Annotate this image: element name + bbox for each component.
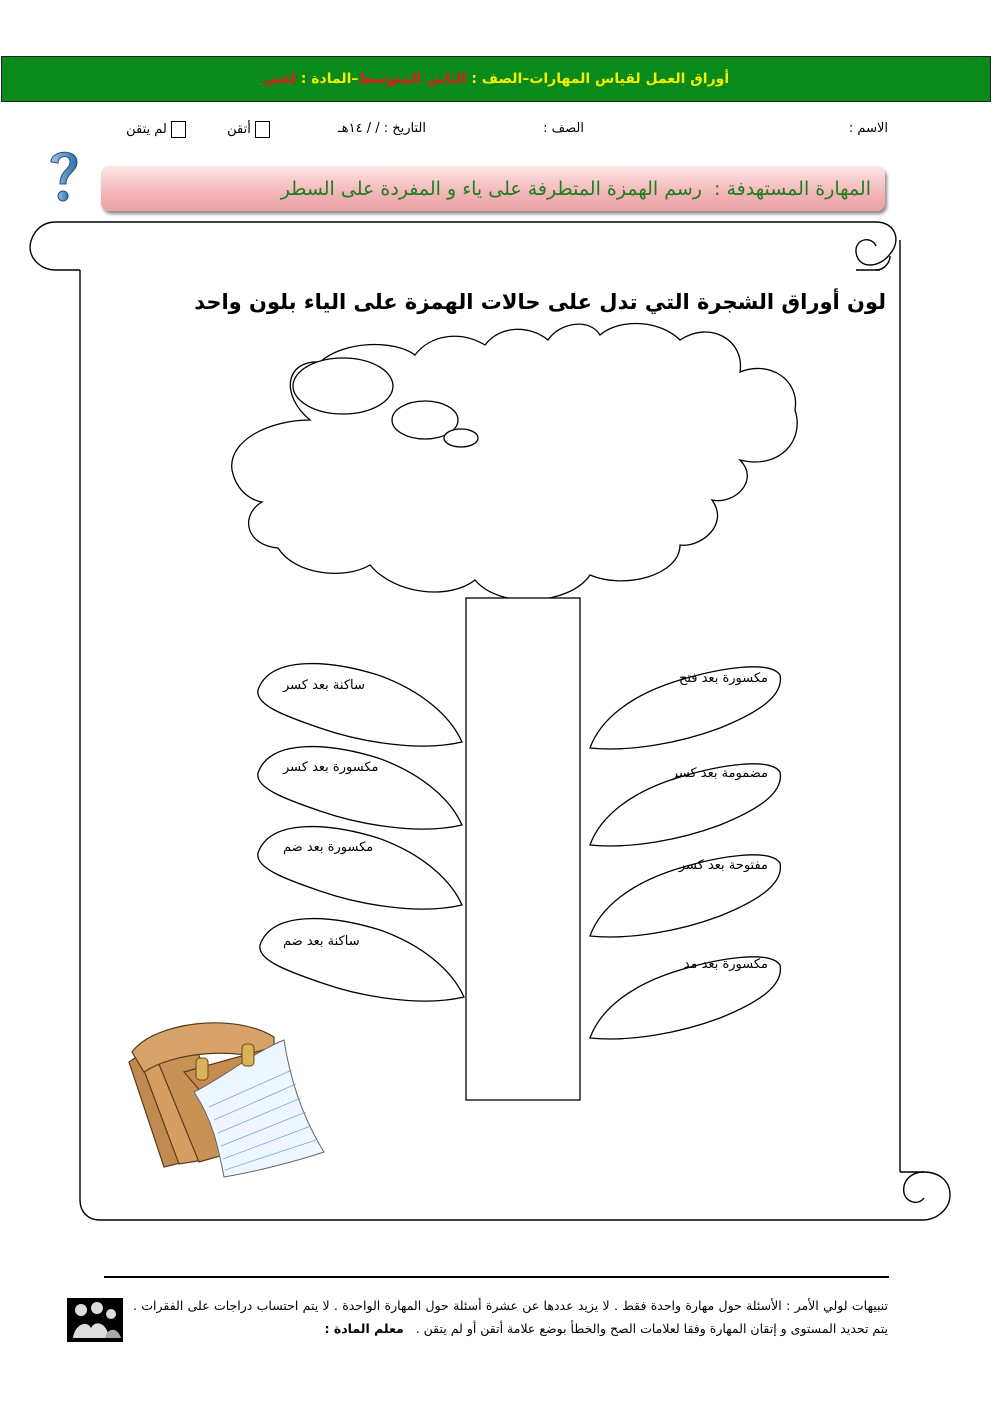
- tree-trunk: [466, 598, 580, 1100]
- footer-logo-icon: [67, 1298, 123, 1342]
- leaf-right-2-label: مضمومة بعد كسر: [671, 766, 768, 781]
- leaf-left-1: [258, 664, 462, 746]
- leaf-left-4-label: ساكنة بعد ضم: [283, 934, 360, 949]
- name-field[interactable]: الاسم :: [848, 121, 888, 136]
- briefcase-paper-icon: [124, 1012, 334, 1182]
- leaf-left-2: [258, 747, 462, 829]
- banner-subject-value: لغتي: [262, 71, 296, 87]
- skill-text: رسم الهمزة المتطرفة على ياء و المفردة على السطر: [280, 177, 702, 200]
- banner-grade-value: الثاني المتوسط: [358, 71, 467, 87]
- banner-title: أوراق العمل لقياس المهارات: [529, 71, 730, 87]
- top-banner: أوراق العمل لقياس المهارات – الصف : الثاني المتوسط – المادة : لغتي: [1, 56, 991, 102]
- leaf-left-2-label: مكسورة بعد كسر: [283, 760, 379, 775]
- mastered-option[interactable]: أتقن: [227, 121, 270, 138]
- instruction: لون أوراق الشجرة التي تدل على حالات الهمزة على الياء بلون واحد: [194, 290, 886, 314]
- footer-notes: [133, 1294, 888, 1340]
- class-field[interactable]: الصف :: [543, 121, 584, 136]
- crown-bubble-large: [293, 358, 393, 414]
- leaf-left-3: [258, 827, 462, 909]
- banner-grade-label: الصف :: [471, 71, 523, 87]
- footer-notes-label: تنبيهات لولي الأمر :: [786, 1298, 889, 1313]
- footer-rule: [104, 1276, 889, 1278]
- leaf-left-4: [260, 919, 464, 1001]
- leaf-right-4-label: مكسورة بعد مد: [683, 957, 768, 972]
- crown-bubble-small: [444, 429, 478, 447]
- not-mastered-option[interactable]: لم يتقن: [126, 121, 186, 138]
- teacher-label: معلم المادة :: [324, 1321, 404, 1336]
- date-field[interactable]: التاريخ : / / ١٤هـ: [337, 121, 426, 136]
- leaf-right-1-label: مكسورة بعد فتح: [678, 671, 768, 686]
- skill-label: المهارة المستهدفة :: [714, 177, 871, 200]
- leaf-right-3-label: مفتوحة بعد كسر: [678, 858, 768, 873]
- leaf-left-1-label: ساكنة بعد كسر: [283, 678, 365, 693]
- leaf-left-3-label: مكسورة بعد ضم: [283, 840, 374, 855]
- banner-subject-label: المادة :: [300, 71, 352, 87]
- footer-notes-text: الأسئلة حول مهارة واحدة فقط . لا يزيد عددها عن عشرة أسئلة حول المهارة الواحدة . لا يتم احتساب دراجات على الفقرات . يتم تحديد المستوى و إتقان المهارة وفقا لعلامات الصح والخطأ بوضع علامة أتقن أو لم يتقن .: [133, 1298, 888, 1336]
